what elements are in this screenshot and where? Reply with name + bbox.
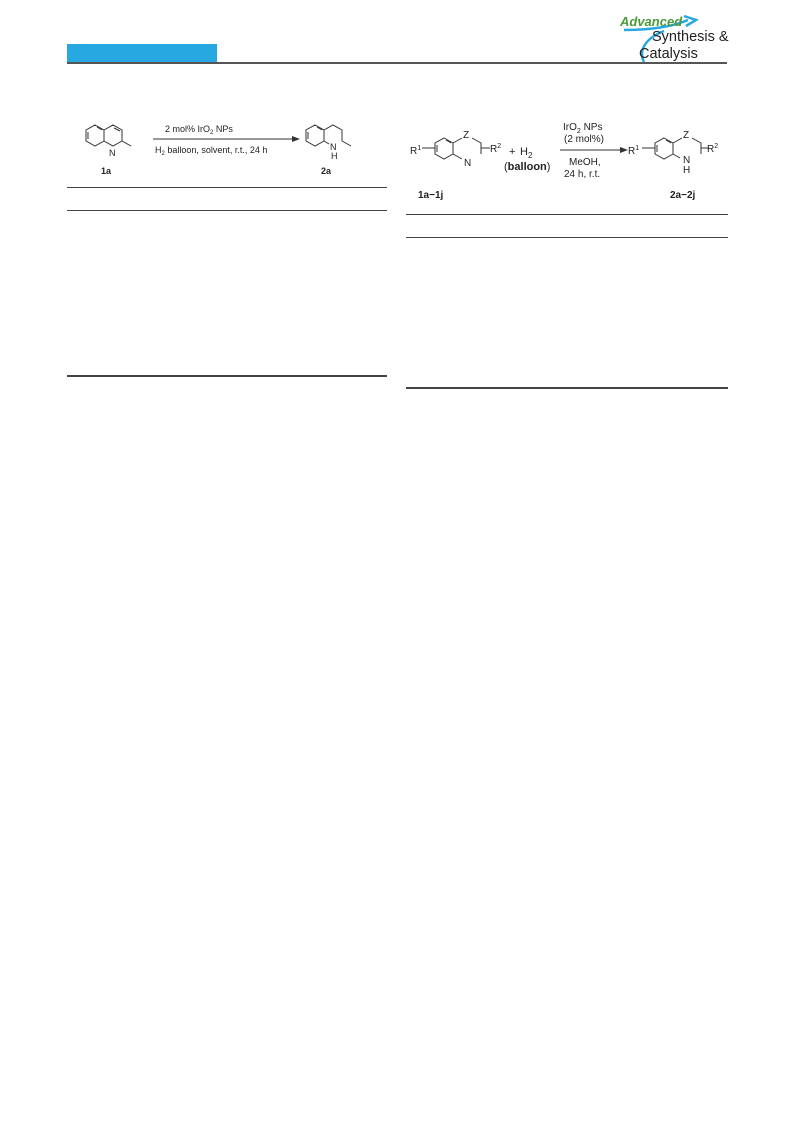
r1-label: $R^1$: [410, 145, 422, 157]
product-n-label: N: [683, 155, 691, 166]
table-right-bottom-rule: [406, 387, 728, 389]
table-right-header-rule: [406, 237, 728, 238]
product-r1-label: $R^1$: [628, 145, 640, 157]
cond-line-3: MeOH,: [569, 157, 601, 168]
cond-line-2: (2 mol%): [564, 134, 605, 145]
logo-text-synthesis: Synthesis &: [652, 29, 729, 45]
scheme-right: [406, 110, 728, 210]
product-range-label: 2a−2j: [670, 190, 696, 201]
start-atom-n: N: [109, 148, 116, 158]
substrate-structure: [422, 138, 490, 159]
start-label: 1a: [101, 166, 112, 176]
cond-line-4: 24 h, r.t.: [564, 169, 601, 180]
product-atom-n: N: [330, 142, 337, 152]
quinaldine-structure: [86, 125, 131, 146]
reagent-bottom: $H_2$ balloon, solvent, r.t., 24 h: [155, 145, 268, 157]
product-atom-h: H: [331, 151, 338, 161]
table-left-header-rule: [67, 210, 387, 211]
product-z-label: Z: [683, 130, 690, 141]
plus-sign: +: [509, 146, 516, 158]
logo-text-catalysis: Catalysis: [639, 46, 698, 62]
logo-text-advanced: Advanced: [620, 14, 683, 29]
product-h-label: H: [683, 165, 691, 176]
cond-line-1: IrO$_2$ NPs: [563, 122, 603, 135]
substrate-range-label: 1a−1j: [418, 190, 444, 201]
tetrahydroquinaldine-structure: [306, 125, 351, 146]
journal-logo: [604, 10, 734, 65]
table-left-top-rule: [67, 187, 387, 188]
balloon-label: (balloon): [504, 161, 551, 173]
reagent-top: 2 mol% IrO$_2$ NPs: [165, 124, 233, 136]
r2-label: $R^2$: [490, 143, 502, 155]
scheme-left: [67, 110, 387, 182]
product-label: 2a: [321, 166, 332, 176]
table-left-bottom-rule: [67, 375, 387, 377]
table-right-top-rule: [406, 214, 728, 215]
n-label: N: [464, 158, 472, 169]
product-r2-label: $R^2$: [707, 143, 719, 155]
z-label: Z: [463, 130, 470, 141]
product-structure: [642, 138, 709, 159]
header-color-tab: [67, 44, 217, 63]
h2-label: $H_2$: [520, 146, 533, 160]
